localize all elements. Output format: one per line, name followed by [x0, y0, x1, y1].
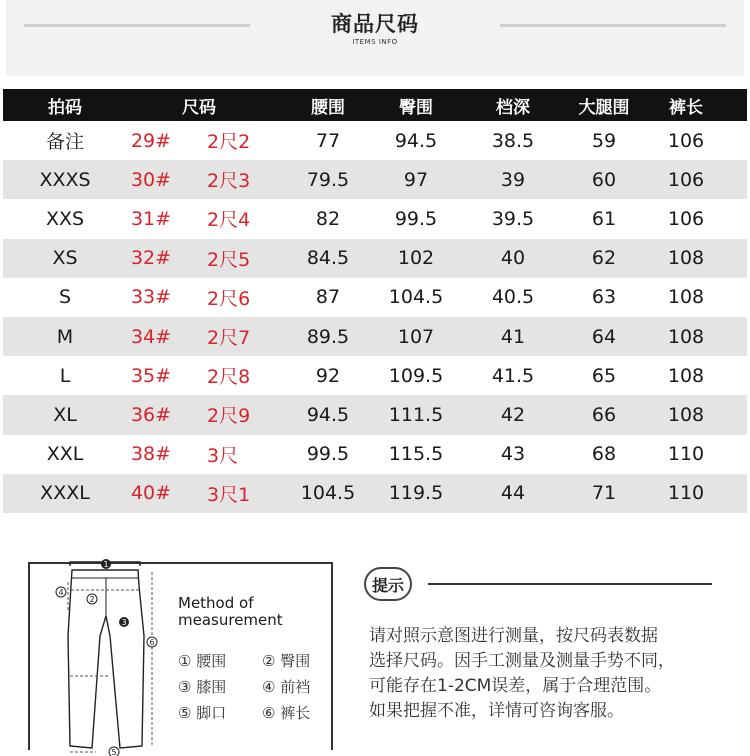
cell-rise: 38.5	[491, 129, 535, 152]
cell-code: XXXS	[39, 168, 91, 191]
table-row	[3, 435, 747, 474]
cell-number-size: 33#	[130, 286, 172, 309]
cell-rise: 41.5	[491, 364, 535, 387]
cell-code: XXL	[46, 443, 84, 466]
header-code: 拍码	[48, 97, 82, 118]
cell-hip: 97	[403, 168, 429, 191]
cell-length: 110	[667, 443, 705, 466]
cell-thigh: 61	[591, 207, 617, 230]
cell-hip: 119.5	[388, 482, 444, 505]
cell-code: XS	[52, 247, 78, 270]
cell-hip: 115.5	[388, 443, 444, 466]
svg-text:3: 3	[121, 618, 127, 627]
cell-thigh: 63	[591, 286, 617, 309]
page-title: 商品尺码	[331, 12, 419, 36]
marker-3	[119, 617, 129, 627]
cell-rise: 42	[500, 403, 526, 426]
section-header	[6, 0, 744, 76]
page-subtitle: ITEMS INFO	[352, 38, 398, 46]
cell-number-size: 40#	[130, 482, 172, 505]
table-row	[3, 474, 747, 513]
cell-code: XXS	[45, 207, 85, 230]
cell-waist: 79.5	[306, 168, 350, 191]
cell-number-size: 34#	[130, 325, 172, 348]
cell-number-size: 36#	[130, 403, 172, 426]
header-size: 尺码	[182, 97, 216, 118]
cell-rise: 44	[500, 482, 526, 505]
tips-divider	[428, 583, 712, 585]
cell-code: XL	[53, 403, 77, 426]
tips-line-4: 如果把握不准，详情可咨询客服。	[369, 701, 624, 721]
cell-number-size: 29#	[130, 129, 172, 152]
cell-thigh: 71	[591, 482, 617, 505]
tips-line-2: 选择尺码。因手工测量及测量手势不同，	[369, 651, 675, 671]
cell-hip: 99.5	[394, 207, 438, 230]
marker-5	[109, 747, 119, 756]
cell-thigh: 62	[591, 247, 617, 270]
cell-rise: 39.5	[491, 207, 535, 230]
cell-chinese-size: 3尺	[207, 444, 239, 467]
measurement-diagram	[28, 560, 333, 756]
cell-waist: 84.5	[306, 247, 350, 270]
table-row	[3, 121, 747, 160]
svg-text:2: 2	[89, 595, 95, 604]
cell-hip: 107	[397, 325, 435, 348]
cell-chinese-size: 2尺3	[207, 170, 251, 193]
cell-chinese-size: 3尺1	[207, 483, 251, 506]
tips-badge: 提示	[364, 567, 412, 601]
cell-waist: 94.5	[306, 403, 350, 426]
cell-chinese-size: 2尺2	[207, 131, 251, 154]
cell-waist: 77	[315, 129, 341, 152]
cell-thigh: 59	[591, 129, 617, 152]
table-header-row	[3, 89, 747, 121]
cell-number-size: 35#	[130, 364, 172, 387]
cell-thigh: 60	[591, 168, 617, 191]
cell-hip: 104.5	[388, 286, 444, 309]
legend-knee: ③ 膝围	[178, 678, 227, 696]
cell-hip: 94.5	[394, 129, 438, 152]
cell-hip: 102	[397, 247, 435, 270]
cell-length: 106	[667, 207, 705, 230]
tips-text	[369, 624, 741, 724]
cell-number-size: 30#	[130, 168, 172, 191]
legend-waist: ① 腰围	[178, 652, 227, 670]
svg-text:6: 6	[149, 638, 155, 647]
cell-code: 备注	[45, 131, 84, 154]
cell-rise: 43	[500, 443, 526, 466]
measurement-legend	[178, 648, 328, 726]
legend-hip: ② 臀围	[262, 652, 311, 670]
cell-code: L	[59, 364, 71, 387]
legend-length: ⑥ 裤长	[262, 704, 311, 722]
cell-hip: 111.5	[388, 403, 444, 426]
cell-thigh: 66	[591, 403, 617, 426]
cell-code: XXXL	[40, 482, 90, 505]
tips-line-1: 请对照示意图进行测量，按尺码表数据	[369, 626, 658, 646]
cell-chinese-size: 2尺5	[207, 248, 251, 271]
cell-waist: 99.5	[306, 443, 350, 466]
cell-length: 106	[667, 168, 705, 191]
cell-rise: 40.5	[491, 286, 535, 309]
cell-length: 106	[667, 129, 705, 152]
cell-waist: 92	[315, 364, 341, 387]
cell-length: 108	[667, 286, 705, 309]
cell-waist: 104.5	[300, 482, 356, 505]
header-waist: 腰围	[311, 97, 345, 118]
header-hip: 臀围	[399, 97, 433, 118]
header-rise: 档深	[496, 97, 530, 118]
table-body	[3, 121, 747, 513]
table-row	[3, 199, 747, 238]
trousers-diagram	[40, 556, 172, 756]
svg-text:1: 1	[103, 560, 109, 569]
measurement-title-line2: measurement	[178, 611, 283, 629]
cell-number-size: 32#	[130, 247, 172, 270]
measurement-title	[178, 595, 283, 629]
cell-number-size: 38#	[130, 443, 172, 466]
cell-length: 108	[667, 247, 705, 270]
cell-length: 110	[667, 482, 705, 505]
table-row	[3, 278, 747, 317]
table-row	[3, 356, 747, 395]
table-row	[3, 395, 747, 434]
table-row	[3, 160, 747, 199]
header-length: 裤长	[669, 97, 703, 118]
cell-rise: 40	[500, 247, 526, 270]
cell-waist: 82	[315, 207, 341, 230]
svg-text:5: 5	[111, 748, 117, 756]
cell-rise: 39	[500, 168, 526, 191]
header-thigh: 大腿围	[578, 97, 630, 118]
cell-chinese-size: 2尺6	[207, 287, 251, 310]
marker-6	[147, 637, 157, 647]
marker-1	[101, 559, 111, 569]
cell-rise: 41	[500, 325, 526, 348]
table-row	[3, 239, 747, 278]
measurement-title-line1: Method of	[178, 594, 254, 612]
legend-hem: ⑤ 脚口	[178, 704, 227, 722]
cell-waist: 87	[315, 286, 341, 309]
cell-code: S	[58, 286, 72, 309]
cell-length: 108	[667, 325, 705, 348]
cell-thigh: 68	[591, 443, 617, 466]
tips-line-3: 可能存在1-2CM误差，属于合理范围。	[369, 676, 662, 696]
cell-chinese-size: 2尺4	[207, 209, 251, 232]
svg-text:4: 4	[58, 588, 64, 597]
cell-thigh: 65	[591, 364, 617, 387]
table-row	[3, 317, 747, 356]
size-table	[3, 89, 747, 513]
marker-2	[87, 594, 97, 604]
cell-chinese-size: 2尺8	[207, 366, 251, 389]
cell-code: M	[56, 325, 74, 348]
cell-thigh: 64	[591, 325, 617, 348]
cell-chinese-size: 2尺9	[207, 405, 251, 428]
marker-4	[56, 587, 66, 597]
legend-front-rise: ④ 前裆	[262, 678, 311, 696]
cell-waist: 89.5	[306, 325, 350, 348]
cell-chinese-size: 2尺7	[207, 327, 251, 350]
cell-number-size: 31#	[130, 207, 172, 230]
cell-hip: 109.5	[388, 364, 444, 387]
cell-length: 108	[667, 403, 705, 426]
cell-length: 108	[667, 364, 705, 387]
